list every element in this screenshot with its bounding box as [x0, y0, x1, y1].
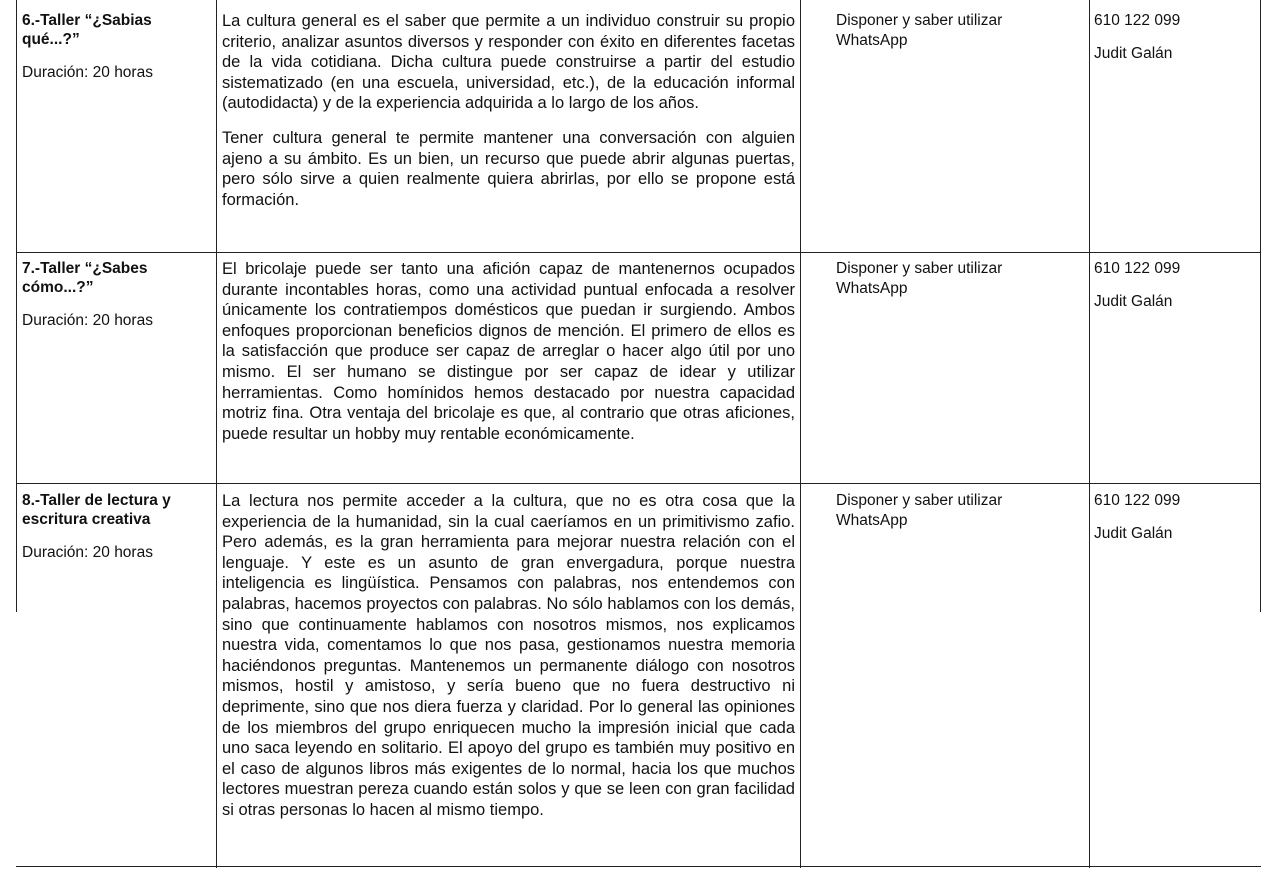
row-divider-1	[16, 252, 1261, 253]
workshop-title: 8.-Taller de lectura y escritura creativa	[22, 492, 171, 528]
description-paragraph: La cultura general es el saber que permite a un individuo construir su propio criterio, analizar asuntos diversos y responder con éxito en diferentes facetas de la vida cotidiana. Dicha cultura puede construirse a partir del estudio sistematizado (en una escuela, universidad, etc.), de la educación informal (autodidacta) y de la experiencia adquirida a lo largo de los años.	[222, 12, 795, 113]
workshop-requirement: Disponer y saber utilizar WhatsApp	[836, 492, 1003, 529]
description-paragraph: La lectura nos permite acceder a la cultura, que no es otra cosa que la experiencia de la humanidad, sin la cual caeríamos en un primitivismo zafio. Pero además, es la gran herramienta para mejorar nuestra relación con el lenguaje. Y este es un asunto de gran envergadura, porque nuestra inteligencia es lingüística. Pensamos con palabras, nos entendemos con palabras, hacemos proyectos con palabras. No sólo hablamos con los demás, sino que continuamente hablamos con nosotros mismos, nos explicamos nuestra vida, comentamos lo que nos pasa, gestionamos nuestra memoria haciéndonos preguntas. Mantenemos un permanente diálogo con nosotros mismos, hostil y amistoso, y sería bueno que no fuera destructivo ni deprimente, sino que nos diera fuerza y claridad. Por lo general las opiniones de los miembros del grupo enriquecen mucho la impresión inicial que cada uno saca leyendo en solitario. El apoyo del grupo es también muy positivo en el caso de algunos libros más exigentes de lo normal, hacia los que muchos lectores muestran pereza cuando están solos y que se leen con gran facilidad si otras personas lo hacen al mismo tiempo.	[222, 492, 795, 819]
contact-phone: 610 122 099	[1094, 492, 1181, 509]
column-divider-1	[216, 0, 217, 868]
contact-name: Judit Galán	[1094, 45, 1173, 62]
workshop-contact	[1094, 11, 1259, 63]
workshop-title: 7.-Taller “¿Sabes cómo...?”	[22, 260, 148, 296]
description-paragraph: Tener cultura general te permite mantener una conversación con alguien ajeno a su ámbito. Es un bien, un recurso que puede abrir algunas puertas, pero sólo sirve a quien realmente quiera abrirlas, por ello se propone está formación.	[222, 128, 795, 209]
table-row	[22, 11, 212, 82]
workshop-description	[222, 491, 795, 821]
contact-phone: 610 122 099	[1094, 260, 1181, 277]
table-border-left	[16, 0, 17, 612]
row-divider-2	[16, 483, 1261, 484]
workshop-requirement: Disponer y saber utilizar WhatsApp	[836, 12, 1003, 49]
workshop-title: 6.-Taller “¿Sabias qué...?”	[22, 12, 152, 48]
workshop-requirement: Disponer y saber utilizar WhatsApp	[836, 260, 1003, 297]
workshop-contact	[1094, 491, 1259, 543]
table-row	[22, 259, 212, 330]
contact-name: Judit Galán	[1094, 293, 1173, 310]
workshop-description	[222, 11, 795, 210]
table-border-bottom	[16, 866, 1261, 867]
description-paragraph: El bricolaje puede ser tanto una afición capaz de mantenernos ocupados durante incontables horas, como una actividad puntual enfocada a resolver únicamente los contratiempos domésticos que puedan ir surgiendo. Ambos enfoques proporcionan beneficios dignos de mención. El primero de ellos es la satisfacción que produce ser capaz de arreglar o hacer algo útil por uno mismo. El ser humano se distingue por ser capaz de idear y utilizar herramientas. Como homínidos hemos destacado por nuestra capacidad motriz fina. Otra ventaja del bricolaje es que, al contrario que otras aficiones, puede resultar un hobby muy rentable económicamente.	[222, 260, 795, 443]
table-border-right	[1260, 0, 1261, 612]
table-row	[22, 491, 212, 562]
workshop-contact	[1094, 259, 1259, 311]
column-divider-3	[1089, 0, 1090, 868]
contact-name: Judit Galán	[1094, 525, 1173, 542]
workshop-description	[222, 259, 795, 444]
contact-phone: 610 122 099	[1094, 12, 1181, 29]
column-divider-2	[800, 0, 801, 868]
workshop-duration: Duración: 20 horas	[22, 64, 153, 81]
workshop-duration: Duración: 20 horas	[22, 312, 153, 329]
workshop-duration: Duración: 20 horas	[22, 544, 153, 561]
